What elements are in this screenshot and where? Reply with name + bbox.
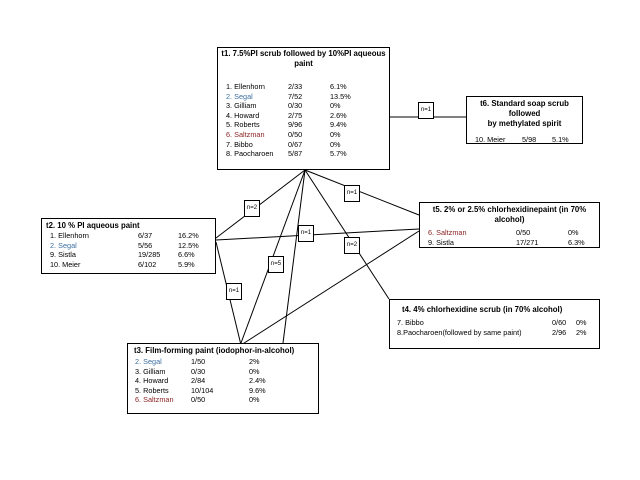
study-name: 2. Segal xyxy=(226,91,253,101)
event-percent: 0% xyxy=(330,129,341,139)
table-row xyxy=(135,395,318,405)
event-percent: 2.6% xyxy=(330,110,347,120)
event-fraction: 2/96 xyxy=(552,327,567,337)
study-name: 2. Segal xyxy=(135,357,162,366)
event-percent: 0% xyxy=(330,101,341,111)
edge-t1-t3-mid xyxy=(283,170,305,343)
table-row xyxy=(428,228,599,238)
study-name: 6. Saltzman xyxy=(226,129,265,139)
event-percent: 0% xyxy=(249,395,260,405)
event-fraction: 0/60 xyxy=(552,318,567,327)
event-percent: 9.6% xyxy=(249,385,266,395)
table-row xyxy=(226,101,389,111)
table-row xyxy=(397,328,599,338)
event-percent: 6.3% xyxy=(568,237,585,247)
event-fraction: 17/271 xyxy=(516,237,539,247)
event-percent: 0% xyxy=(330,139,341,149)
event-fraction: 7/52 xyxy=(288,91,303,101)
event-fraction: 0/67 xyxy=(288,139,303,149)
edge-t2-t5 xyxy=(216,229,419,240)
table-row xyxy=(50,231,215,241)
event-percent: 6.1% xyxy=(330,82,347,91)
table-row xyxy=(135,376,318,386)
event-percent: 9.4% xyxy=(330,120,347,130)
study-name: 5. Roberts xyxy=(135,385,169,395)
table-row xyxy=(135,357,318,367)
event-fraction: 19/285 xyxy=(138,250,161,260)
study-name: 8.Paocharoen(followed by same paint) xyxy=(397,327,522,337)
table-row xyxy=(475,135,582,145)
study-name: 4. Howard xyxy=(226,110,260,120)
event-fraction: 1/50 xyxy=(191,357,206,366)
table-row xyxy=(428,238,599,248)
edge-label-t1-t6: n=1 xyxy=(418,102,434,119)
node-t2-rows xyxy=(50,231,215,269)
event-percent: 5.1% xyxy=(552,135,569,144)
table-row xyxy=(50,260,215,270)
table-row xyxy=(226,82,389,92)
event-fraction: 2/75 xyxy=(288,110,303,120)
table-row xyxy=(50,250,215,260)
event-percent: 0% xyxy=(576,318,587,327)
event-percent: 0% xyxy=(568,228,579,237)
event-fraction: 2/84 xyxy=(191,376,206,386)
node-t6 xyxy=(466,96,583,144)
table-row xyxy=(50,241,215,251)
study-name: 6. Saltzman xyxy=(135,395,174,405)
node-t1-title: t1. 7.5%PI scrub followed by 10%PI aqueous paint xyxy=(221,49,386,68)
event-fraction: 6/102 xyxy=(138,259,157,269)
study-name: 2. Segal xyxy=(50,240,77,250)
study-name: 3. Gilliam xyxy=(135,366,166,376)
event-percent: 13.5% xyxy=(330,91,351,101)
table-row xyxy=(226,111,389,121)
node-t5-title: t5. 2% or 2.5% chlorhexidinepaint (in 70% alcohol) xyxy=(432,205,587,224)
event-fraction: 9/96 xyxy=(288,120,303,130)
node-t1 xyxy=(217,47,390,170)
node-t4-rows xyxy=(397,318,599,337)
study-name: 6. Saltzman xyxy=(428,228,467,237)
edge-label-t1-t5: n=1 xyxy=(344,185,360,202)
table-row xyxy=(226,130,389,140)
event-fraction: 6/37 xyxy=(138,231,153,240)
event-percent: 2.4% xyxy=(249,376,266,386)
study-name: 3. Gilliam xyxy=(226,101,257,111)
study-name: 7. Bibbo xyxy=(397,318,424,327)
study-name: 4. Howard xyxy=(135,376,169,386)
event-fraction: 0/30 xyxy=(288,101,303,111)
edge-t1-t5 xyxy=(305,170,419,215)
study-name: 10. Meier xyxy=(50,259,81,269)
event-percent: 6.6% xyxy=(178,250,195,260)
event-fraction: 10/104 xyxy=(191,385,214,395)
study-name: 1. Ellenhorn xyxy=(226,82,265,91)
edge-label-t2-t3: n=1 xyxy=(226,283,242,300)
study-name: 5. Roberts xyxy=(226,120,260,130)
node-t2 xyxy=(41,218,216,274)
edge-t1-t2 xyxy=(216,170,305,238)
event-fraction: 0/50 xyxy=(191,395,206,405)
node-t3-title: t3. Film-forming paint (iodophor-in-alcohol) xyxy=(134,346,295,355)
edge-label-t1-t3: n=5 xyxy=(268,256,284,273)
event-percent: 12.5% xyxy=(178,240,199,250)
event-percent: 2% xyxy=(576,327,587,337)
node-t2-title: t2. 10 % PI aqueous paint xyxy=(46,221,140,230)
node-t4-title: t4. 4% chlorhexidine scrub (in 70% alcohol) xyxy=(402,305,563,314)
table-row xyxy=(226,140,389,150)
study-name: 9. Sistla xyxy=(428,237,454,247)
table-row xyxy=(226,120,389,130)
edge-label-t2-t5: n=1 xyxy=(298,225,314,242)
node-t1-rows xyxy=(226,82,389,159)
edge-label-t1-t4: n=2 xyxy=(344,237,360,254)
event-fraction: 0/50 xyxy=(516,228,531,237)
event-fraction: 0/30 xyxy=(191,366,206,376)
event-fraction: 2/33 xyxy=(288,82,303,91)
study-name: 1. Ellenhorn xyxy=(50,231,89,240)
node-t6-title: t6. Standard soap scrub followed by methylated spirit xyxy=(480,99,569,128)
edge-label-t1-t2: n=2 xyxy=(244,200,260,217)
event-fraction: 5/87 xyxy=(288,149,303,159)
node-t5 xyxy=(419,202,600,248)
node-t5-rows xyxy=(428,228,599,247)
table-row xyxy=(226,149,389,159)
study-name: 9. Sistla xyxy=(50,250,76,260)
node-t3-rows xyxy=(135,357,318,405)
table-row xyxy=(397,318,599,328)
event-percent: 2% xyxy=(249,357,260,366)
table-row xyxy=(135,386,318,396)
event-percent: 16.2% xyxy=(178,231,199,240)
study-name: 7. Bibbo xyxy=(226,139,253,149)
study-name: 10. Meier xyxy=(475,135,506,144)
event-fraction: 5/56 xyxy=(138,240,153,250)
table-row xyxy=(135,367,318,377)
event-percent: 5.7% xyxy=(330,149,347,159)
node-t3 xyxy=(127,343,319,414)
event-fraction: 5/98 xyxy=(522,135,537,144)
event-percent: 5.9% xyxy=(178,259,195,269)
study-name: 8. Paocharoen xyxy=(226,149,274,159)
table-row xyxy=(226,92,389,102)
node-t4 xyxy=(389,299,600,349)
node-t6-rows xyxy=(475,135,582,145)
event-fraction: 0/50 xyxy=(288,129,303,139)
event-percent: 0% xyxy=(249,366,260,376)
